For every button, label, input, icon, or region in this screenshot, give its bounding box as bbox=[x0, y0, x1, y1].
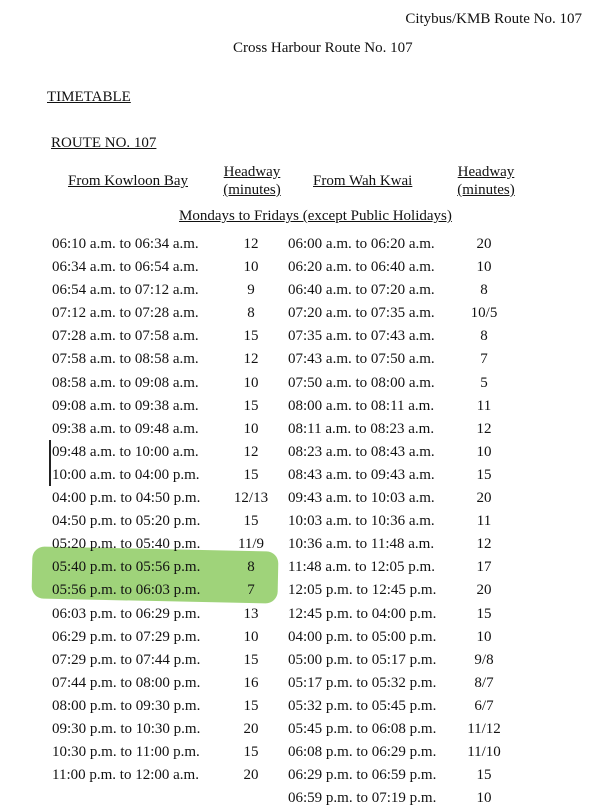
kowloon-bay-period: 05:20 p.m. to 05:40 p.m. bbox=[52, 536, 201, 553]
headway-right-value: 15 bbox=[476, 466, 492, 483]
table-row bbox=[0, 627, 598, 650]
table-row bbox=[0, 719, 598, 742]
kowloon-bay-period: 04:50 p.m. to 05:20 p.m. bbox=[52, 513, 201, 530]
kowloon-bay-period: 09:38 a.m. to 09:48 a.m. bbox=[52, 420, 199, 437]
kowloon-bay-period: 08:00 p.m. to 09:30 p.m. bbox=[52, 697, 201, 714]
wah-kwai-period: 11:48 a.m. to 12:05 p.m. bbox=[288, 559, 435, 576]
wah-kwai-period: 10:36 a.m. to 11:48 a.m. bbox=[288, 536, 435, 553]
headway-left-value: 9 bbox=[247, 282, 255, 299]
table-row bbox=[0, 488, 598, 511]
kowloon-bay-period: 10:00 a.m. to 04:00 p.m. bbox=[52, 466, 200, 483]
kowloon-bay-period: 11:00 p.m. to 12:00 a.m. bbox=[52, 767, 199, 784]
headway-right-value: 10 bbox=[476, 443, 492, 460]
kowloon-bay-period: 05:40 p.m. to 05:56 p.m. bbox=[52, 559, 201, 576]
table-row bbox=[0, 557, 598, 580]
headway-left-unit: (minutes) bbox=[223, 182, 281, 198]
kowloon-bay-period: 07:44 p.m. to 08:00 p.m. bbox=[52, 674, 201, 691]
kowloon-bay-period: 09:48 a.m. to 10:00 a.m. bbox=[52, 443, 199, 460]
headway-left-value: 10 bbox=[243, 259, 259, 276]
headway-right-label: Headway bbox=[457, 164, 515, 180]
kowloon-bay-period: 08:58 a.m. to 09:08 a.m. bbox=[52, 374, 199, 391]
column-header-from-kowloon-bay: From Kowloon Bay bbox=[68, 173, 188, 189]
table-row bbox=[0, 349, 598, 372]
wah-kwai-period: 05:00 p.m. to 05:17 p.m. bbox=[288, 651, 437, 668]
table-row bbox=[0, 534, 598, 557]
wah-kwai-period: 06:20 a.m. to 06:40 a.m. bbox=[288, 259, 435, 276]
table-row bbox=[0, 303, 598, 326]
headway-right-value: 10 bbox=[476, 259, 492, 276]
kowloon-bay-period: 06:03 p.m. to 06:29 p.m. bbox=[52, 605, 201, 622]
headway-left-value: 13 bbox=[243, 605, 259, 622]
wah-kwai-period: 06:00 a.m. to 06:20 a.m. bbox=[288, 236, 435, 252]
kowloon-bay-period: 10:30 p.m. to 11:00 p.m. bbox=[52, 744, 200, 761]
kowloon-bay-period: 07:28 a.m. to 07:58 a.m. bbox=[52, 328, 199, 345]
headway-left-value: 12 bbox=[243, 236, 259, 252]
headway-right-value: 12 bbox=[476, 536, 492, 553]
kowloon-bay-period: 06:10 a.m. to 06:34 a.m. bbox=[52, 236, 199, 252]
table-row bbox=[0, 696, 598, 719]
headway-right-unit: (minutes) bbox=[457, 182, 515, 198]
table-row bbox=[0, 419, 598, 442]
headway-right-value: 8 bbox=[480, 282, 488, 299]
headway-left-value: 12/13 bbox=[233, 490, 269, 507]
headway-right-value: 6/7 bbox=[474, 697, 494, 714]
table-row bbox=[0, 604, 598, 627]
table-row bbox=[0, 673, 598, 696]
wah-kwai-period: 05:32 p.m. to 05:45 p.m. bbox=[288, 697, 437, 714]
table-row bbox=[0, 465, 598, 488]
headway-left-value: 8 bbox=[247, 305, 255, 322]
headway-right-value: 11 bbox=[476, 513, 492, 530]
kowloon-bay-period: 07:12 a.m. to 07:28 a.m. bbox=[52, 305, 199, 322]
kowloon-bay-period: 05:56 p.m. to 06:03 p.m. bbox=[52, 582, 201, 599]
headway-right-value: 11/10 bbox=[467, 744, 501, 761]
headway-left-value: 20 bbox=[243, 720, 259, 737]
timetable-rows bbox=[0, 234, 598, 811]
headway-right-value: 10 bbox=[476, 628, 492, 645]
table-row bbox=[0, 765, 598, 788]
headway-left-value: 10 bbox=[243, 374, 259, 391]
kowloon-bay-period: 06:54 a.m. to 07:12 a.m. bbox=[52, 282, 199, 299]
headway-left-value: 15 bbox=[243, 513, 259, 530]
wah-kwai-period: 08:23 a.m. to 08:43 a.m. bbox=[288, 443, 435, 460]
kowloon-bay-period: 04:00 p.m. to 04:50 p.m. bbox=[52, 490, 201, 507]
headway-left-value: 15 bbox=[243, 328, 259, 345]
wah-kwai-period: 07:20 a.m. to 07:35 a.m. bbox=[288, 305, 435, 322]
headway-left-value: 15 bbox=[243, 697, 259, 714]
kowloon-bay-period: 09:30 p.m. to 10:30 p.m. bbox=[52, 720, 201, 737]
headway-left-value: 12 bbox=[243, 351, 259, 368]
wah-kwai-period: 10:03 a.m. to 10:36 a.m. bbox=[288, 513, 435, 530]
wah-kwai-period: 09:43 a.m. to 10:03 a.m. bbox=[288, 490, 435, 507]
table-row bbox=[0, 396, 598, 419]
wah-kwai-period: 08:11 a.m. to 08:23 a.m. bbox=[288, 420, 435, 437]
table-row bbox=[0, 257, 598, 280]
operator-line: Citybus/KMB Route No. 107 bbox=[405, 11, 582, 27]
headway-right-value: 20 bbox=[476, 490, 492, 507]
column-header-from-wah-kwai: From Wah Kwai bbox=[313, 173, 413, 189]
kowloon-bay-period: 06:29 p.m. to 07:29 p.m. bbox=[52, 628, 201, 645]
wah-kwai-period: 07:50 a.m. to 08:00 a.m. bbox=[288, 374, 435, 391]
headway-right-value: 8 bbox=[480, 328, 488, 345]
headway-right-value: 12 bbox=[476, 420, 492, 437]
column-header-headway-left bbox=[215, 163, 289, 199]
headway-left-value: 7 bbox=[247, 582, 255, 599]
table-row bbox=[0, 442, 598, 465]
wah-kwai-period: 05:17 p.m. to 05:32 p.m. bbox=[288, 674, 437, 691]
headway-left-value: 11/9 bbox=[237, 536, 265, 553]
headway-right-value: 5 bbox=[480, 374, 488, 391]
kowloon-bay-period: 07:29 p.m. to 07:44 p.m. bbox=[52, 651, 201, 668]
headway-right-value: 15 bbox=[476, 767, 492, 784]
headway-right-value: 11/12 bbox=[467, 720, 501, 737]
headway-right-value: 10 bbox=[476, 790, 492, 807]
headway-left-value: 15 bbox=[243, 397, 259, 414]
wah-kwai-period: 04:00 p.m. to 05:00 p.m. bbox=[288, 628, 437, 645]
route-title: ROUTE NO. 107 bbox=[51, 135, 157, 151]
table-row bbox=[0, 326, 598, 349]
table-row bbox=[0, 742, 598, 765]
route-line: Cross Harbour Route No. 107 bbox=[233, 40, 413, 56]
headway-right-value: 8/7 bbox=[474, 674, 494, 691]
headway-left-value: 12 bbox=[243, 443, 259, 460]
headway-left-value: 20 bbox=[243, 767, 259, 784]
wah-kwai-period: 12:05 p.m. to 12:45 p.m. bbox=[288, 582, 437, 599]
kowloon-bay-period: 09:08 a.m. to 09:38 a.m. bbox=[52, 397, 199, 414]
column-header-headway-right bbox=[449, 163, 523, 199]
wah-kwai-period: 06:29 p.m. to 06:59 p.m. bbox=[288, 767, 437, 784]
wah-kwai-period: 08:00 a.m. to 08:11 a.m. bbox=[288, 397, 435, 414]
headway-right-value: 10/5 bbox=[470, 305, 498, 322]
wah-kwai-period: 07:43 a.m. to 07:50 a.m. bbox=[288, 351, 435, 368]
wah-kwai-period: 06:59 p.m. to 07:19 p.m. bbox=[288, 790, 437, 807]
wah-kwai-period: 05:45 p.m. to 06:08 p.m. bbox=[288, 720, 437, 737]
table-row bbox=[0, 511, 598, 534]
headway-right-value: 20 bbox=[476, 582, 492, 599]
table-row bbox=[0, 280, 598, 303]
wah-kwai-period: 06:08 p.m. to 06:29 p.m. bbox=[288, 744, 437, 761]
headway-left-value: 10 bbox=[243, 420, 259, 437]
headway-left-value: 10 bbox=[243, 628, 259, 645]
period-heading: Mondays to Fridays (except Public Holidays) bbox=[179, 208, 452, 224]
table-row bbox=[0, 650, 598, 673]
headway-right-value: 17 bbox=[476, 559, 492, 576]
headway-right-value: 11 bbox=[476, 397, 492, 414]
headway-left-value: 16 bbox=[243, 674, 259, 691]
headway-right-value: 9/8 bbox=[474, 651, 494, 668]
kowloon-bay-period: 07:58 a.m. to 08:58 a.m. bbox=[52, 351, 199, 368]
kowloon-bay-period: 06:34 a.m. to 06:54 a.m. bbox=[52, 259, 199, 276]
table-row bbox=[0, 580, 598, 603]
wah-kwai-period: 12:45 p.m. to 04:00 p.m. bbox=[288, 605, 437, 622]
headway-left-label: Headway bbox=[223, 164, 281, 180]
headway-right-value: 20 bbox=[476, 236, 492, 252]
headway-left-value: 8 bbox=[247, 559, 255, 576]
headway-left-value: 15 bbox=[243, 651, 259, 668]
table-row bbox=[0, 373, 598, 396]
wah-kwai-period: 06:40 a.m. to 07:20 a.m. bbox=[288, 282, 435, 299]
headway-left-value: 15 bbox=[243, 744, 259, 761]
wah-kwai-period: 07:35 a.m. to 07:43 a.m. bbox=[288, 328, 435, 345]
section-title: TIMETABLE bbox=[47, 89, 131, 105]
wah-kwai-period: 08:43 a.m. to 09:43 a.m. bbox=[288, 466, 435, 483]
table-row bbox=[0, 234, 598, 257]
headway-right-value: 7 bbox=[480, 351, 488, 368]
headway-right-value: 15 bbox=[476, 605, 492, 622]
headway-left-value: 15 bbox=[243, 466, 259, 483]
